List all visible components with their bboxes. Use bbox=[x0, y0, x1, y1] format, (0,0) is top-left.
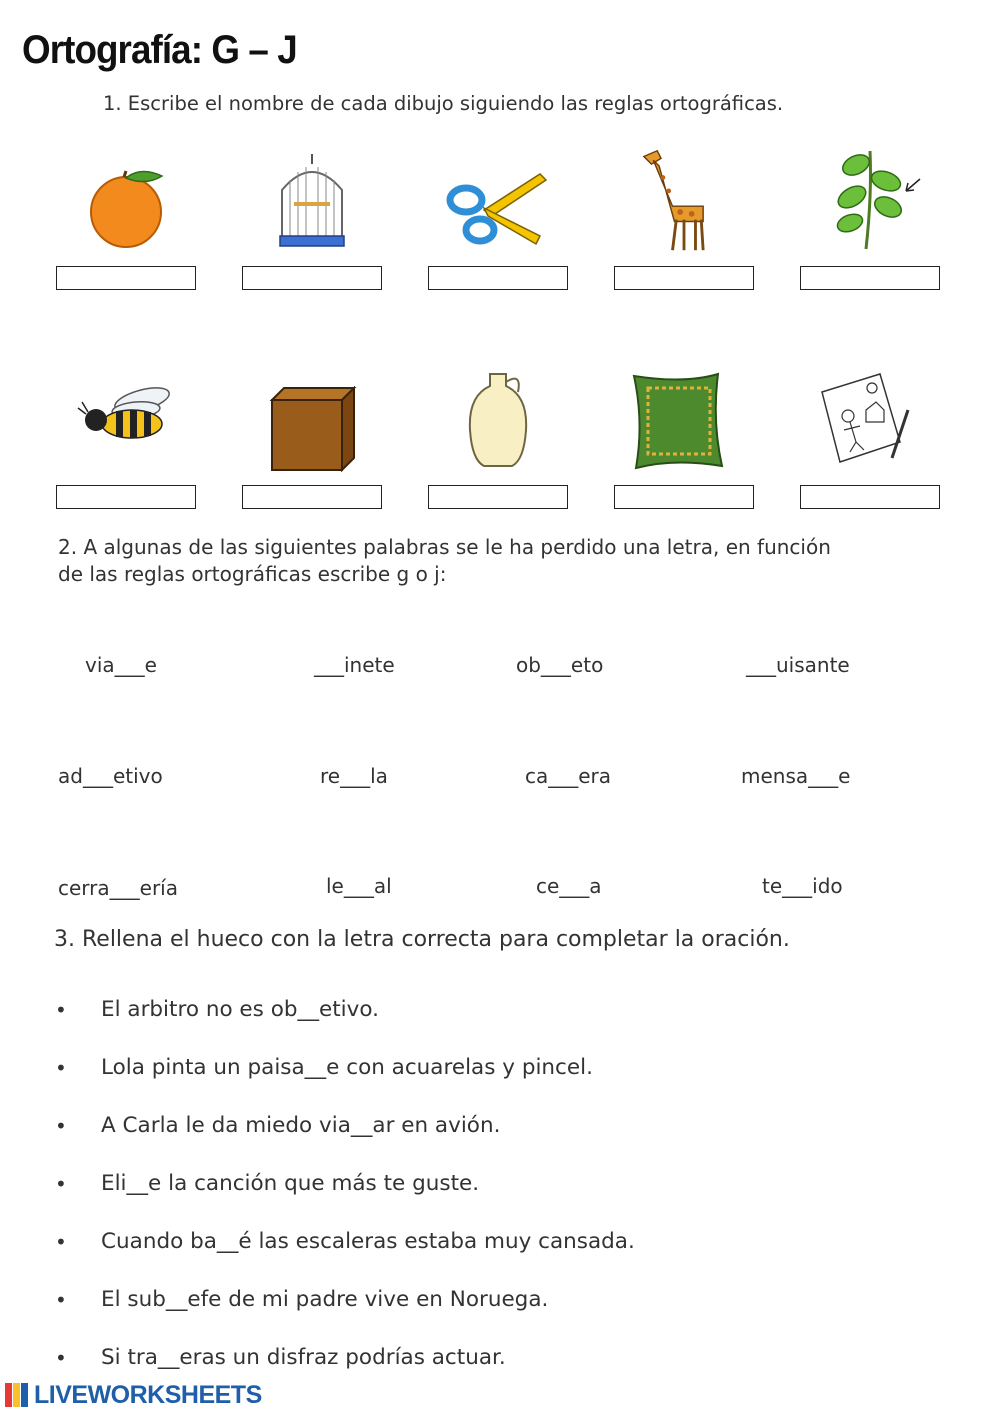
bee-icon bbox=[56, 366, 196, 476]
liveworksheets-logo-icon bbox=[4, 1381, 32, 1409]
word-item[interactable]: ce___a bbox=[536, 874, 602, 898]
answer-input-jug[interactable] bbox=[428, 485, 568, 509]
word-item[interactable]: via___e bbox=[85, 653, 157, 677]
bullet: • bbox=[55, 1230, 67, 1254]
sentence-item[interactable]: Si tra__eras un disfraz podrías actuar. bbox=[101, 1345, 506, 1370]
section1-instruction: 1. Escribe el nombre de cada dibujo siguiendo las reglas ortográficas. bbox=[103, 92, 784, 115]
word-item[interactable]: le___al bbox=[326, 874, 392, 898]
page-title: Ortografía: G – J bbox=[22, 28, 297, 72]
bullet: • bbox=[55, 1056, 67, 1080]
answer-input-leaf[interactable] bbox=[800, 266, 940, 290]
brand-text: LIVEWORKSHEETS bbox=[34, 1380, 262, 1409]
word-item[interactable]: mensa___e bbox=[741, 764, 851, 788]
answer-input-scissors[interactable] bbox=[428, 266, 568, 290]
word-item[interactable]: re___la bbox=[320, 764, 388, 788]
cushion-icon bbox=[614, 366, 754, 476]
word-item[interactable]: te___ido bbox=[762, 874, 843, 898]
answer-input-drawing[interactable] bbox=[800, 485, 940, 509]
section2-instruction-line1: 2. A algunas de las siguientes palabras se le ha perdido una letra, en función bbox=[58, 535, 831, 559]
sentence-item[interactable]: El arbitro no es ob__etivo. bbox=[101, 997, 379, 1022]
jug-icon bbox=[428, 366, 568, 476]
bullet: • bbox=[55, 998, 67, 1022]
scissors-icon bbox=[428, 150, 568, 260]
giraffe-icon bbox=[614, 145, 754, 255]
answer-input-bee[interactable] bbox=[56, 485, 196, 509]
word-item[interactable]: ob___eto bbox=[516, 653, 604, 677]
answer-input-cushion[interactable] bbox=[614, 485, 754, 509]
word-item[interactable]: ad___etivo bbox=[58, 764, 163, 788]
birdcage-icon bbox=[242, 150, 382, 260]
answer-input-giraffe[interactable] bbox=[614, 266, 754, 290]
answer-input-orange[interactable] bbox=[56, 266, 196, 290]
sentence-item[interactable]: A Carla le da miedo via__ar en avión. bbox=[101, 1113, 501, 1138]
bullet: • bbox=[55, 1288, 67, 1312]
section3-instruction: 3. Rellena el hueco con la letra correcta para completar la oración. bbox=[54, 927, 790, 952]
word-item[interactable]: ___uisante bbox=[746, 653, 850, 677]
bullet: • bbox=[55, 1114, 67, 1138]
drawing-icon bbox=[800, 366, 940, 476]
word-item[interactable]: ___inete bbox=[314, 653, 395, 677]
answer-input-box[interactable] bbox=[242, 485, 382, 509]
sentence-item[interactable]: Cuando ba__é las escaleras estaba muy cansada. bbox=[101, 1229, 635, 1254]
bullet: • bbox=[55, 1346, 67, 1370]
box-icon bbox=[242, 366, 382, 476]
sentence-item[interactable]: El sub__efe de mi padre vive en Noruega. bbox=[101, 1287, 549, 1312]
brand[interactable] bbox=[4, 1380, 262, 1410]
section2-instruction-line2: de las reglas ortográficas escribe g o j: bbox=[58, 562, 447, 586]
orange-icon bbox=[56, 150, 196, 260]
bullet: • bbox=[55, 1172, 67, 1196]
sentence-item[interactable]: Eli__e la canción que más te guste. bbox=[101, 1171, 480, 1196]
leaf-branch-icon bbox=[800, 145, 940, 255]
word-item[interactable]: ca___era bbox=[525, 764, 612, 788]
sentence-item[interactable]: Lola pinta un paisa__e con acuarelas y pincel. bbox=[101, 1055, 593, 1080]
answer-input-birdcage[interactable] bbox=[242, 266, 382, 290]
word-item[interactable]: cerra___ería bbox=[58, 876, 178, 900]
